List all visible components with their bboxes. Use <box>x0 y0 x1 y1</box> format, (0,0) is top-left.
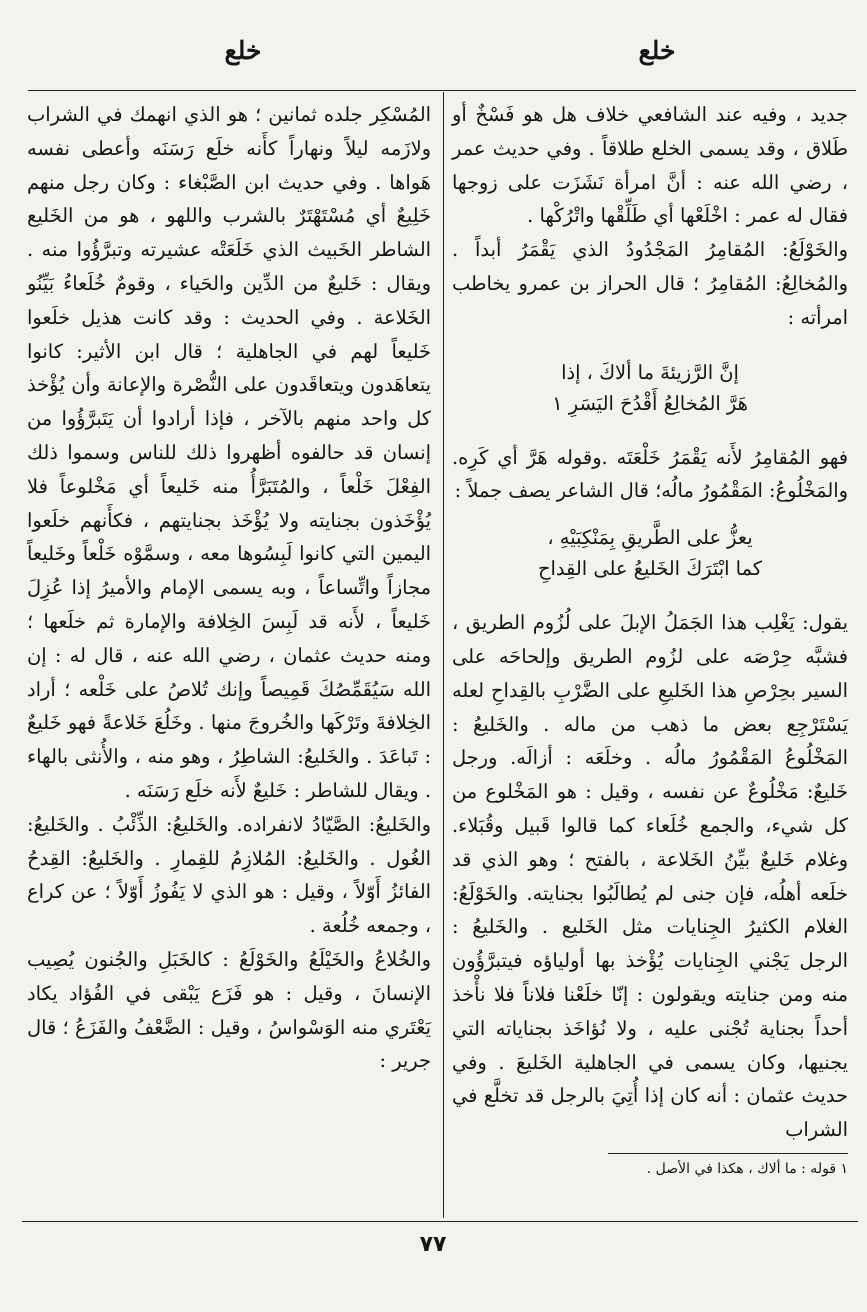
verse-line: يعزُّ على الطَّريقِ بِمَنْكِبَيْهِ ، <box>547 526 753 550</box>
running-headword-right: خلع <box>638 36 676 65</box>
right-column <box>452 98 848 1184</box>
entry-paragraph: جديد ، وفيه عند الشافعي خلاف هل هو فَسْخٌ أو طَلاق ، وقد يسمى الخلع طلاقاً . وفي حديث عمر ، رضي الله عنه : أنَّ امرأة نَشَزَت على زوجها فقال له عمر : اخْلَعْها أي طَلِّقْها واتْرُكْها . <box>452 103 848 228</box>
entry-paragraph: المُسْكِر جلده ثمانين ؛ هو الذي انهمك في الشراب ولازَمه ليلاً ونهاراً كأَنه خلَع رَسَنَه وأعطى نفسه هَواها . وفي حديث ابن الصَّبْغاء : وكان رجل منهم خَلِيعٌ أي مُسْتَهْتَرٌ بالشرب واللهو ، هو من الخَليع الشاطر الخَبيث الذي خَلَعَتْه عشيرته وتبرَّؤُوا منه . ويقال : خَليعٌ من الدِّين والحَياء ، وقومٌ خُلَعاءُ بَيِّنُو الخَلاعة . وفي الحديث : وقد كانت هذيل خلَعوا خَليعاً لهم في الجاهلية ؛ قال ابن الأثير: كانوا يتعاهَدون ويتعاقَدون على النُّصْرة والإعانة وأن يُؤْخذ كل واحد منهم بالآخر ، فإذا أرادوا أن يَتَبرَّؤُوا من إنسان قد حالفوه أظهروا ذلك للناس وسموا ذلك الفِعْلَ خَلْعاً ، والمُتَبَرَّأُ منه خَليعاً أي مَخْلوعاً فلا يُؤْخَذون بجنايته ولا يُؤْخَذ بجنايتهم ، فكأَنهم خلَعوا اليمين التي كانوا لَبِسُوها معه ، وسمَّوْه خَلْعاً وخَليعاً مجازاً واتِّساعاً ، وبه يسمى الإمام والأميرُ إذا عُزِلَ خَليعاً ، لأَنه قد لَبِسَ الخِلافة والإمارة ثم خلَعها ؛ ومنه حديث عثمان ، رضي الله عنه ، قال له : إن الله سَيُقَمِّصُكَ قَمِيصاً وإنك تُلاصُ على خَلْعه ؛ أراد الخِلافةَ وتَرْكَها والخُروجَ منها . وخَلُعَ خَلاعةً فهو خَليعٌ : تَباعَدَ . والخَليعُ: الشاطِرُ ، وهو منه ، والأُنثى بالهاء . ويقال للشاطر : خَليعٌ لأَنه خلَع رَسَنَه . <box>27 103 431 802</box>
column-divider <box>443 92 444 1218</box>
running-headword-left: خلع <box>224 36 262 65</box>
left-column <box>27 98 431 1078</box>
verse-line: كما ابْتَرَكَ الخَليعُ على القِداحِ <box>537 557 763 581</box>
page-number: ٧٧ <box>419 1232 447 1257</box>
verse-line: هَرَّ المُخالِعُ أَقْدُحَ اليَسَرِ ١ <box>552 391 748 415</box>
entry-paragraph: والخُلاعُ والخَيْلَعُ والخَوْلَعُ : كالخَبَلِ والجُنون يُصِيب الإنسانَ ، وقيل : هو فَزَع يَبْقى في الفُؤاد يكاد يَعْتَري منه الوَسْواسُ ، وقيل : الضَّعْفُ والفَزَعُ ؛ قال جرير : <box>27 947 431 1073</box>
verse-line: إنَّ الرَّزيئةَ ما ألاكَ ، إذا <box>561 360 739 384</box>
entry-paragraph: يقول: يَغْلِب هذا الجَمَلُ الإبلَ على لُزُوم الطريق ، فشبَّه حِرْصَه على لزُوم الطريق وإلحاحَه على السير بحِرْصِ هذا الخَليعِ على الضَّرْبِ بالقِداحِ لعله يَسْتَرْجِع بعض ما ذهب من ماله . والخَليعُ : المَخْلُوعُ المَقْمُورُ مالُه . وخلَعَه : أزالَه. ورجل خَليعٌ: مَخْلُوعٌ عن نفسه ، وقيل : هو المَخْلوع من كل شيء، والجمع خُلَعاء كما قالوا قَبيل وقُبَلاء. وغلام خَليعٌ بيِّنُ الخَلاعة ، بالفتح ؛ وهو الذي قد خلَعه أهلُه، فإن جنى لم يُطالَبُوا بجنايته. والخَوْلَعُ: الغلام الكثيرُ الجِنايات مثل الخَليع . والخَليعُ : الرجل يَجْني الجِنايات يُؤْخذ بها أولياؤه فيتبرَّؤُون منه ومن جنايته ويقولون : إنّا خلَعْنا فلاناً فلا نأْخذ أحداً بجناية تُجْنى عليه ، ولا نُؤاخَذ بجناياته التي يجنيها، وكان يسمى في الجاهلية الخَليعَ . وفي حديث عثمان : أنه كان إذا أُتِيَ بالرجل قد تخلَّع في الشراب <box>452 611 848 1142</box>
entry-paragraph: والخَوْلَعُ: المُقامِرُ المَجْدُودُ الذي يَقْمَرُ أبداً . والمُخالِعُ: المُقامِرُ ؛ قال الحراز بن عمرو يخاطب امرأته : <box>452 238 848 329</box>
entry-paragraph: فهو المُقامِرُ لأَنه يَقْمَرُ خَلْعَتَه .وقوله هَرَّ أي كَرِه. والمَخْلُوعُ: المَقْمُورُ مالُه؛ قال الشاعر يصف جملاً : <box>452 445 848 503</box>
footnote: ١ قوله : ما ألاك ، هكذا في الأصل . <box>646 1160 848 1177</box>
footer-rule <box>22 1221 858 1222</box>
header-rule <box>28 90 856 91</box>
verse-block <box>452 522 848 584</box>
entry-paragraph: والخَليعُ: الصَّيّادُ لانفراده. والخَليعُ: الذِّئْبُ . والخَليعُ: الغُول . والخَليعُ: المُلازِمُ للقِمارِ . والخَليعُ: القِدحُ الفائزُ أَوّلاً ، وقيل : هو الذي لا يَفُوزُ أَوّلاً ؛ عن كراع ، وجمعه خُلُعة . <box>27 812 431 938</box>
verse-block <box>452 357 848 419</box>
